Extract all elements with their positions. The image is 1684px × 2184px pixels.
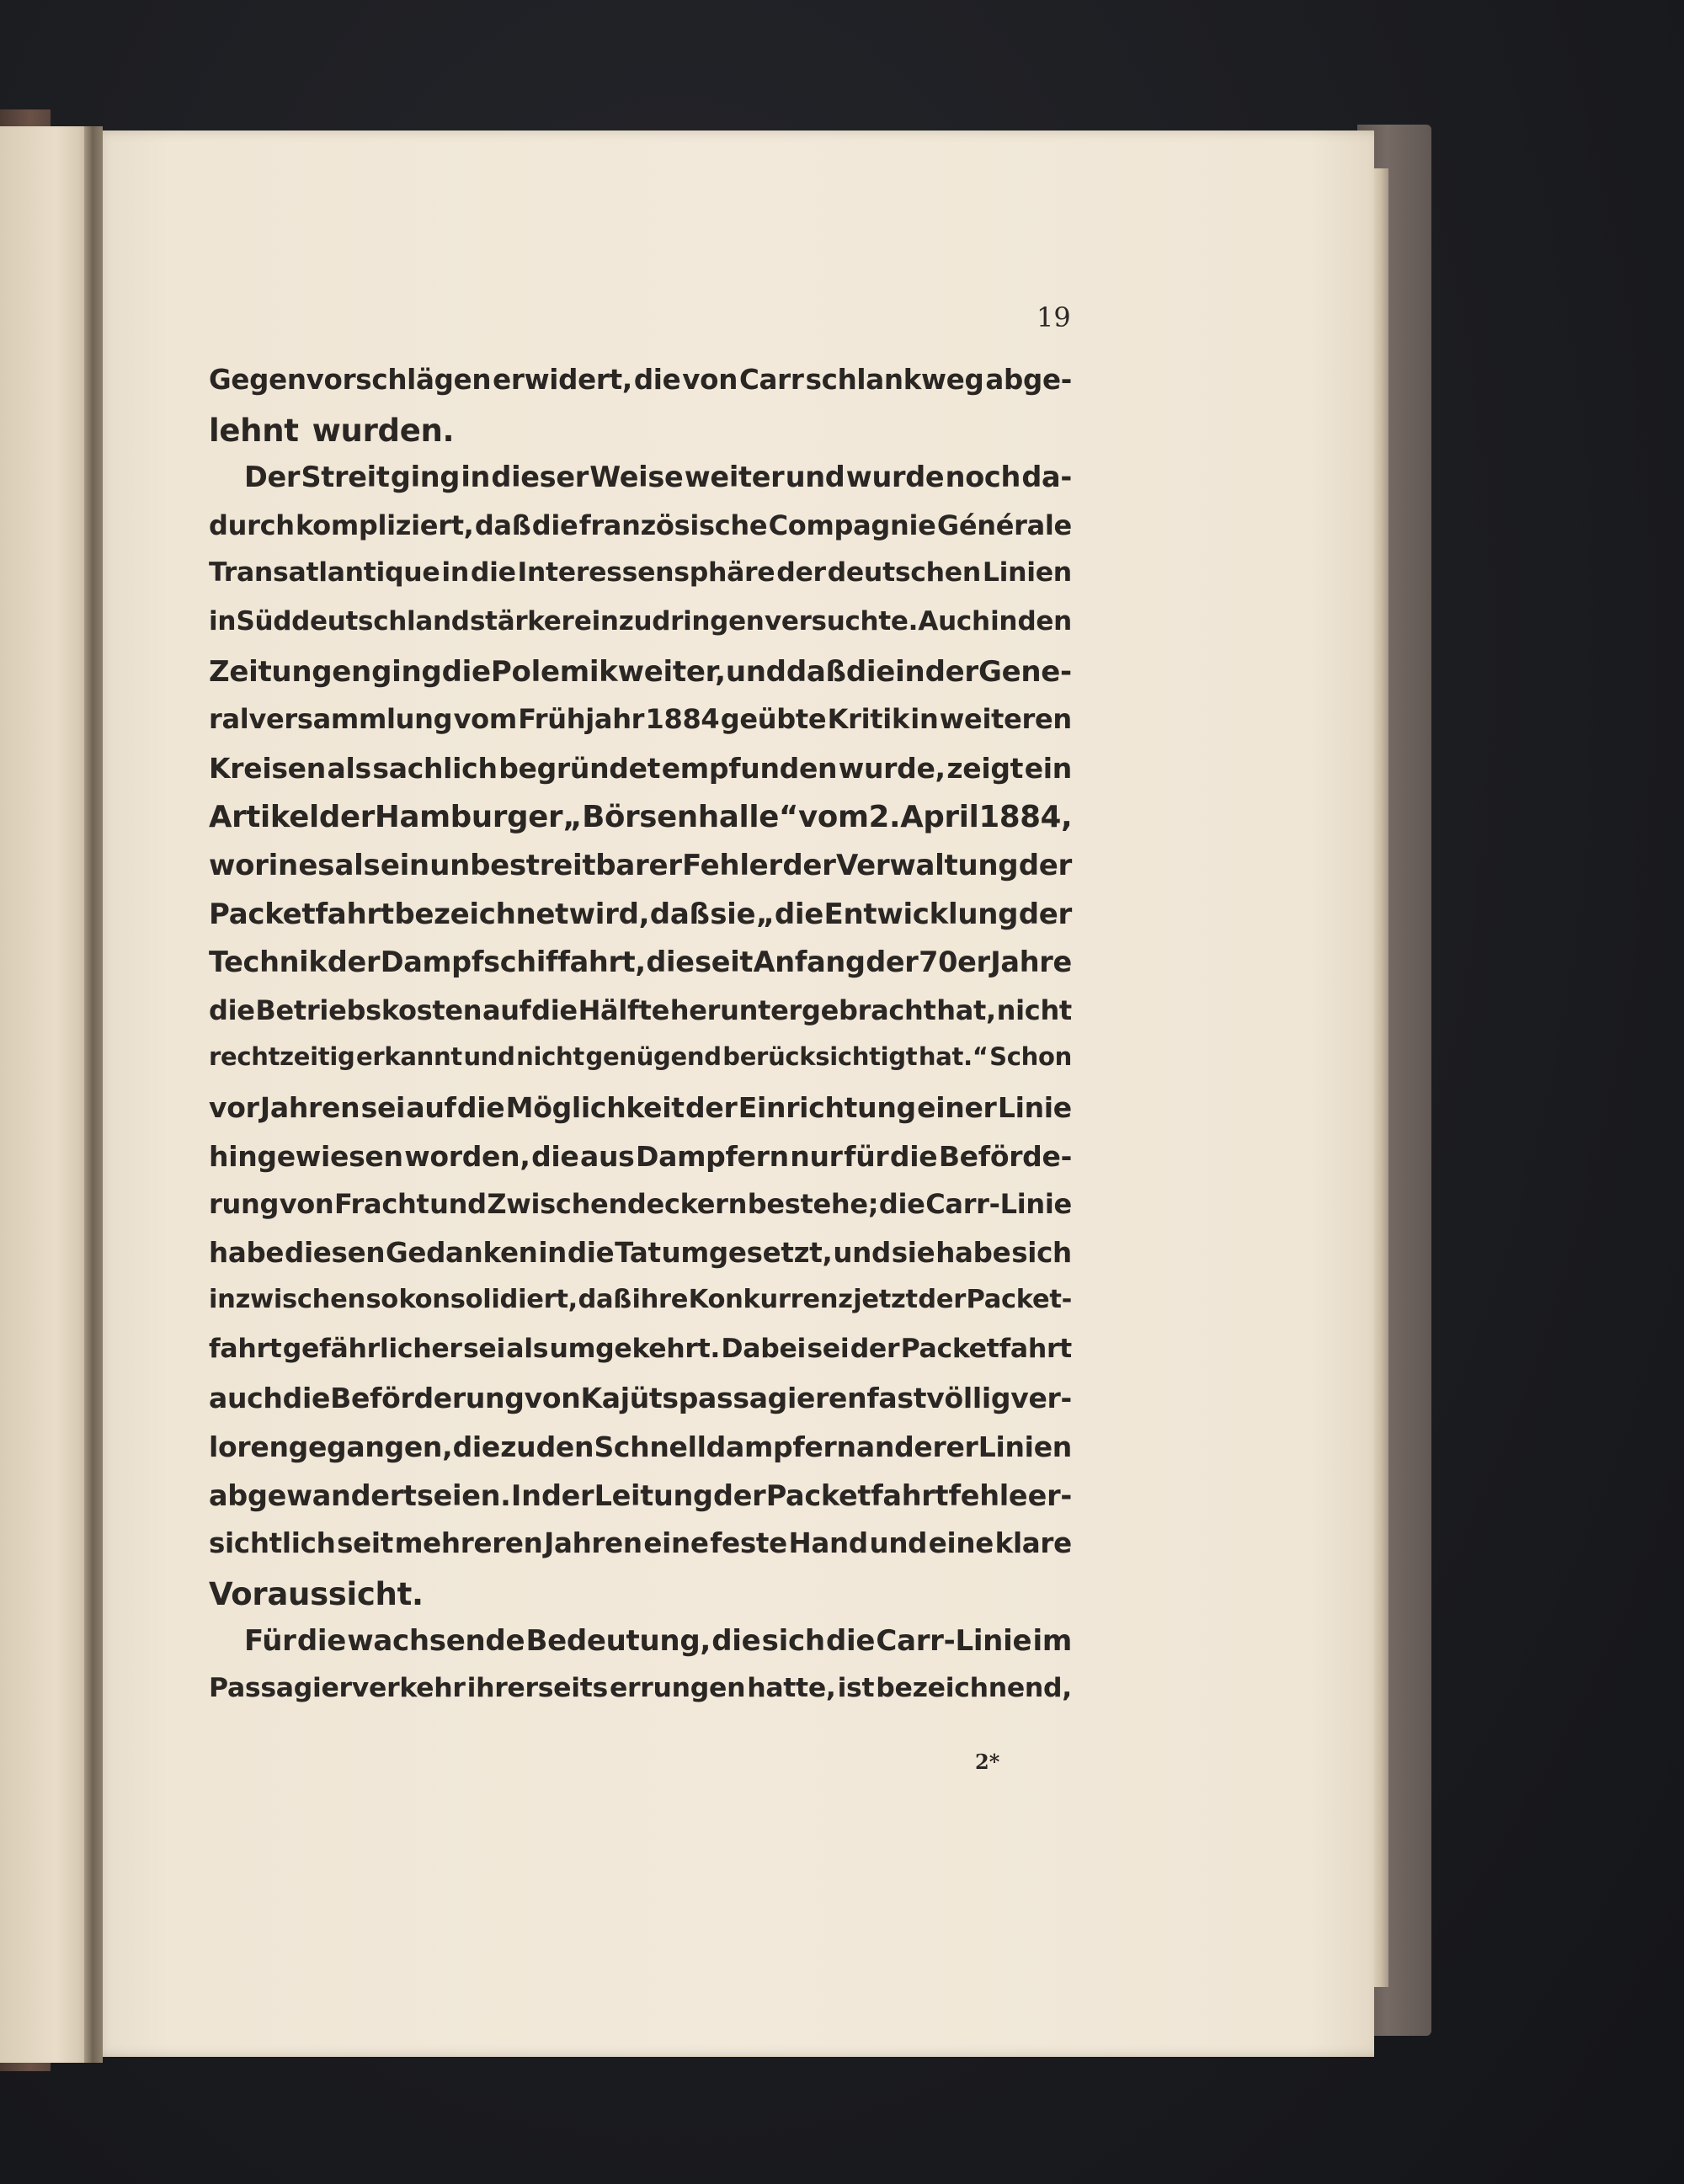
word: jetzt	[853, 1285, 918, 1315]
word: eine	[928, 1527, 994, 1560]
word: wurde	[845, 461, 945, 494]
word: ein	[380, 848, 429, 882]
word: 2.	[868, 800, 901, 835]
word: aus	[580, 1139, 635, 1173]
word: fahrt	[209, 1333, 282, 1364]
word: habe	[209, 1236, 285, 1269]
word: Gegenvorschlägen	[209, 364, 492, 396]
word: in	[895, 654, 925, 689]
word: den	[1017, 605, 1072, 637]
word: ihre	[632, 1285, 689, 1315]
text-line	[209, 1527, 1072, 1576]
text-line	[209, 1673, 1072, 1722]
word: Passagierverkehr	[209, 1673, 466, 1704]
word: sei	[807, 1333, 850, 1364]
word: „die	[755, 897, 823, 931]
word: zu	[500, 1430, 536, 1464]
word: ihrerseits	[466, 1673, 608, 1704]
word: der	[850, 1333, 900, 1364]
text-line	[209, 1237, 1072, 1286]
word: Zwischendeckern	[487, 1188, 748, 1221]
word: Interessensphäre	[517, 557, 775, 589]
word: Streit	[301, 461, 390, 494]
text-line	[209, 800, 1072, 849]
page-number: 19	[1037, 301, 1071, 333]
word: rung	[209, 1188, 280, 1221]
word: die	[878, 1188, 925, 1221]
word: Beförde-	[938, 1139, 1072, 1173]
word: der	[918, 1285, 966, 1315]
word: wachsende	[347, 1624, 525, 1659]
word: Kreisen	[209, 751, 326, 785]
word: ist	[837, 1673, 875, 1704]
word: die	[456, 1090, 505, 1124]
word: Schon	[989, 1042, 1072, 1072]
word: daß	[578, 1285, 632, 1315]
word: sich	[761, 1624, 825, 1659]
word: hatte,	[747, 1673, 836, 1704]
word: Betriebskosten	[255, 993, 482, 1026]
word: wurde,	[838, 751, 946, 785]
text-line	[209, 1188, 1072, 1237]
word: sei	[462, 1333, 505, 1364]
word: geübte	[720, 703, 827, 736]
word: die	[646, 946, 695, 979]
word: Packetfahrt	[765, 1478, 949, 1512]
word: die	[826, 1624, 876, 1659]
word: bestehe;	[747, 1188, 879, 1221]
word: daß	[649, 897, 710, 931]
word: in	[209, 605, 237, 637]
word: Carr	[739, 364, 804, 396]
word: daß	[474, 509, 531, 541]
word: im	[1032, 1624, 1072, 1659]
word: Linien	[978, 1430, 1072, 1464]
word: Konkurrenz	[688, 1285, 853, 1315]
word: nicht	[996, 993, 1072, 1026]
body-text	[209, 364, 1072, 1722]
word: der	[318, 800, 376, 835]
printer-signature: 2*	[975, 1750, 1000, 1774]
word: Kajütspassagieren	[580, 1382, 867, 1415]
word: fast	[866, 1382, 927, 1415]
word: Einrichtung	[738, 1090, 916, 1124]
word: seit	[695, 946, 754, 979]
word: so	[365, 1285, 398, 1315]
word: auf	[482, 993, 531, 1026]
word: Jahren	[544, 1527, 642, 1560]
word: seit	[337, 1527, 393, 1560]
word: Carr-Linie	[876, 1624, 1032, 1659]
word: der	[1018, 897, 1072, 931]
word: Gedanken	[385, 1236, 538, 1269]
word: zeigt	[946, 751, 1024, 785]
word: abgewandert	[209, 1478, 417, 1512]
word: Gene-	[978, 654, 1072, 689]
word: deutschen	[827, 557, 981, 589]
word: sich	[1011, 1236, 1072, 1269]
word: Bedeutung,	[525, 1624, 711, 1659]
word: habe	[935, 1236, 1011, 1269]
word: Möglichkeit	[505, 1090, 685, 1124]
word: Dampfschiffahrt,	[380, 946, 646, 979]
word: Auch	[918, 605, 990, 637]
word: die	[889, 1139, 938, 1173]
word: Für	[244, 1624, 296, 1659]
word: Jahren	[259, 1090, 360, 1124]
word: Frühjahr	[518, 703, 645, 736]
word: anderer	[855, 1430, 978, 1464]
word: die	[470, 557, 516, 589]
word: es	[298, 848, 335, 882]
word: noch	[945, 461, 1021, 494]
word: der	[782, 848, 836, 882]
word: feste	[710, 1527, 787, 1560]
word: in	[461, 461, 491, 494]
word: ein	[1024, 751, 1072, 785]
word: Générale	[936, 509, 1072, 541]
word: einzudringen	[573, 605, 765, 637]
text-line	[209, 364, 1072, 413]
word: stärker	[470, 605, 574, 637]
word: Voraussicht.	[209, 1575, 424, 1612]
text-line	[209, 1430, 1072, 1479]
word: In	[510, 1478, 541, 1512]
text-line	[209, 1479, 1072, 1528]
word: völlig	[926, 1382, 1011, 1415]
word: die	[209, 993, 255, 1026]
word: der	[776, 557, 826, 589]
word: Leitung	[594, 1478, 713, 1512]
word: weiteren	[939, 703, 1072, 736]
word: rechtzeitig	[209, 1042, 355, 1072]
word: dieser	[491, 461, 589, 494]
text-line	[209, 557, 1072, 606]
word: eine	[643, 1527, 709, 1560]
word: die	[296, 1624, 347, 1659]
word: Zeitungen	[209, 654, 371, 689]
word: 1884,	[978, 800, 1073, 835]
word: 70er	[919, 946, 990, 979]
word: Weise	[589, 461, 684, 494]
word: die	[711, 1624, 761, 1659]
word: die	[531, 509, 578, 541]
word: als	[334, 848, 381, 882]
word: und	[833, 1236, 891, 1269]
word: hat,	[936, 993, 996, 1026]
word: Packet-	[966, 1285, 1072, 1315]
word: umgekehrt.	[549, 1333, 721, 1364]
word: und	[429, 1188, 487, 1221]
word: als	[506, 1333, 549, 1364]
word: bezeichnet	[394, 897, 569, 931]
word: 1884	[645, 703, 720, 736]
word: und	[463, 1042, 515, 1072]
word: als	[327, 751, 371, 785]
word: der	[925, 654, 978, 689]
text-line	[209, 1140, 1072, 1189]
word: ralversammlung	[209, 703, 453, 736]
word: gefährlicher	[282, 1333, 462, 1364]
word: vom	[798, 800, 869, 835]
word: Süddeutschland	[236, 605, 470, 637]
word: in	[910, 703, 939, 736]
word: errungen	[609, 1673, 746, 1704]
word: inzwischen	[209, 1285, 365, 1315]
word: die	[282, 1382, 331, 1415]
word: Compagnie	[768, 509, 936, 541]
word: Hand	[788, 1527, 868, 1560]
word: Fehler	[682, 848, 782, 882]
word: hingewiesen	[209, 1139, 403, 1173]
word: Der	[244, 461, 301, 494]
word: Packetfahrt	[900, 1333, 1072, 1364]
word: sei	[360, 1090, 406, 1124]
word: Dabei	[721, 1333, 807, 1364]
word: Hamburger	[375, 800, 563, 835]
word: Tat	[615, 1236, 661, 1269]
word: konsolidiert,	[398, 1285, 578, 1315]
word: Beförderung	[330, 1382, 525, 1415]
word: Kritik	[827, 703, 909, 736]
text-line	[209, 1334, 1072, 1382]
word: der	[866, 946, 919, 979]
word: einer	[917, 1090, 997, 1124]
word: „Börsenhalle“	[562, 800, 799, 835]
word: Dampfern	[636, 1139, 789, 1173]
word: er-	[1027, 1478, 1072, 1512]
word: Artikel	[209, 800, 319, 835]
text-line	[209, 994, 1072, 1043]
word: hat.“	[918, 1042, 989, 1072]
word: kompliziert,	[296, 509, 474, 541]
word: worden,	[404, 1139, 530, 1173]
text-line	[209, 898, 1072, 946]
word: von	[279, 1188, 334, 1221]
word: Hälfte	[578, 993, 670, 1026]
word: Transatlantique	[209, 557, 440, 589]
word: Technik	[209, 946, 328, 979]
word: versuchte.	[764, 605, 919, 637]
word: Carr-Linie	[925, 1188, 1072, 1221]
word: unbestreitbarer	[429, 848, 682, 882]
word: für	[844, 1139, 889, 1173]
word: weiter,	[617, 654, 726, 689]
word: wird,	[568, 897, 650, 931]
word: in	[990, 605, 1018, 637]
word: der	[541, 1478, 594, 1512]
word: berücksichtigt	[722, 1042, 918, 1072]
text-line	[209, 655, 1072, 704]
word: heruntergebracht	[669, 993, 936, 1026]
text-line	[209, 509, 1072, 558]
word: Jahre	[990, 946, 1072, 979]
word: nicht	[516, 1042, 584, 1072]
word: Polemik	[490, 654, 618, 689]
word: die	[452, 1430, 501, 1464]
word: sachlich	[372, 751, 498, 785]
word: ging	[390, 461, 460, 494]
word: Fracht	[334, 1188, 429, 1221]
word: daß	[786, 654, 846, 689]
word: da-	[1021, 461, 1072, 494]
word: von	[524, 1382, 581, 1415]
text-line	[209, 461, 1072, 509]
word: begründet	[498, 751, 661, 785]
word: klare	[994, 1527, 1072, 1560]
word: Verwaltung	[836, 848, 1019, 882]
word: französische	[578, 509, 768, 541]
book-gutter	[84, 126, 103, 2063]
word: Linien	[982, 557, 1072, 589]
word: durch	[209, 509, 295, 541]
word: wurden.	[312, 412, 455, 449]
word: fehle	[948, 1478, 1028, 1512]
word: Packetfahrt	[209, 897, 394, 931]
word: Anfang	[753, 946, 866, 979]
word: und	[785, 461, 845, 494]
word: diesen	[284, 1236, 386, 1269]
left-page-edge	[0, 126, 93, 2063]
text-line	[209, 413, 1072, 461]
word: schlankweg	[805, 364, 984, 396]
text-line	[209, 1285, 1072, 1334]
word: in	[441, 557, 469, 589]
word: auf	[406, 1090, 456, 1124]
text-line	[209, 1576, 1072, 1625]
word: auch	[209, 1382, 283, 1415]
word: mehreren	[394, 1527, 543, 1560]
word: die	[633, 364, 681, 396]
word: seien.	[416, 1478, 511, 1512]
text-line	[209, 849, 1072, 898]
word: vor	[209, 1090, 259, 1124]
word: der	[685, 1090, 738, 1124]
word: April	[900, 800, 979, 835]
word: empfunden	[661, 751, 838, 785]
word: abge-	[985, 364, 1072, 396]
word: Schnelldampfern	[594, 1430, 856, 1464]
word: der	[327, 946, 381, 979]
word: umgesetzt,	[661, 1236, 833, 1269]
word: ver-	[1010, 1382, 1072, 1415]
word: Entwicklung	[823, 897, 1019, 931]
word: der	[713, 1478, 766, 1512]
word: von	[682, 364, 738, 396]
word: erkannt	[355, 1042, 462, 1072]
word: der	[1018, 848, 1072, 882]
text-line	[209, 1624, 1072, 1673]
word: bezeichnend,	[876, 1673, 1072, 1704]
text-line	[209, 752, 1072, 801]
word: nur	[790, 1139, 843, 1173]
word: in	[538, 1236, 568, 1269]
word: weiter	[684, 461, 785, 494]
word: worin	[209, 848, 298, 882]
word: ging	[371, 654, 442, 689]
word: die	[567, 1236, 615, 1269]
word: vom	[453, 703, 517, 736]
word: sie	[891, 1236, 935, 1269]
word: genügend	[585, 1042, 722, 1072]
word: den	[536, 1430, 594, 1464]
word: lorengegangen,	[209, 1430, 453, 1464]
text-line	[209, 946, 1072, 994]
word: sie	[710, 897, 756, 931]
word: die	[441, 654, 491, 689]
word: die	[845, 654, 896, 689]
word: die	[531, 1139, 579, 1173]
word: die	[531, 993, 578, 1026]
word: erwidert,	[493, 364, 632, 396]
text-line	[209, 1382, 1072, 1430]
text-line	[209, 703, 1072, 752]
text-line	[209, 606, 1072, 655]
word: lehnt	[209, 412, 299, 449]
word: und	[869, 1527, 928, 1560]
word: Linie	[997, 1090, 1072, 1124]
word: sichtlich	[209, 1527, 336, 1560]
word: und	[725, 654, 786, 689]
text-line	[209, 1091, 1072, 1140]
text-line	[209, 1042, 1072, 1091]
